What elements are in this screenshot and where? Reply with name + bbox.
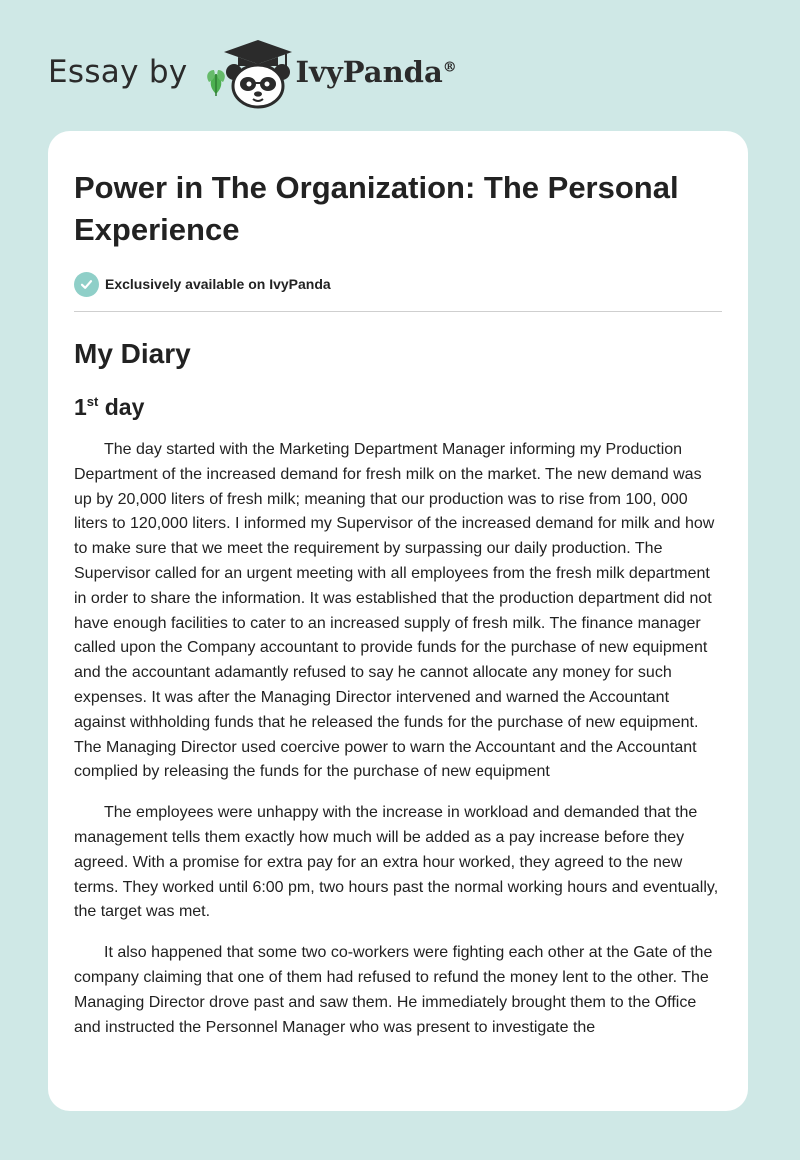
brand-name[interactable]: IvyPanda® — [295, 55, 457, 89]
site-header — [48, 32, 457, 112]
article-title: Power in The Organization: The Personal Experience — [74, 170, 679, 247]
paragraph: The day started with the Marketing Department Manager informing my Production Department of the increased demand for fresh milk on the market. The new demand was up by 20,000 liters of fresh milk; meaning that our production was to rise from 100, 000 liters to 120,000 liters. I informed my Supervisor of the increased demand for milk and how to make sure that we meet the requirement by surpassing our daily production. The Supervisor called for an urgent meeting with all employees from the fresh milk department in order to share the information. It was established that the production department did not have enough facilities to cater to an increased supply of fresh milk. The finance manager called upon the Company accountant to provide funds for the purchase of new equipment and the accountant adamantly refused to say he cannot allocate any money for such expenses. It was after the Managing Director intervened and warned the Accountant against withholding funds that he released the funds for the purchase of new equipment. The Managing Director used coercive power to warn the Accountant and the Accountant complied by releasing the funds for the purchase of new equipment — [74, 441, 715, 781]
paragraph: It also happened that some two co-workers were fighting each other at the Gate of the company claiming that one of them had refused to refund the money lent to the other. The Managing Director drove past and saw them. He immediately brought them to the Office and instructed the Personnel Manager who was present to investigate the — [74, 944, 713, 1036]
article-card — [48, 131, 748, 1111]
registered-mark: ® — [442, 59, 457, 76]
panda-logo-icon[interactable] — [202, 34, 294, 110]
essay-by-label: Essay by — [48, 54, 188, 90]
section-heading: My Diary — [74, 338, 191, 369]
exclusive-badge — [74, 271, 722, 297]
panda-graduate-icon — [202, 34, 294, 110]
check-icon — [74, 272, 99, 297]
exclusive-label: Exclusively available on IvyPanda — [105, 276, 331, 292]
title-divider — [74, 311, 722, 312]
paragraph: The employees were unhappy with the increase in workload and demanded that the management tells them exactly how much will be added as a pay increase before they agreed. With a promise for extra pay for an extra hour worked, they agreed to the new terms. They worked until 6:00 pm, two hours past the normal working hours and eventually, the target was met. — [74, 804, 719, 921]
ivy-leaf-icon — [207, 70, 225, 96]
article-body — [74, 438, 722, 1040]
day-heading: 1st day — [74, 394, 145, 420]
